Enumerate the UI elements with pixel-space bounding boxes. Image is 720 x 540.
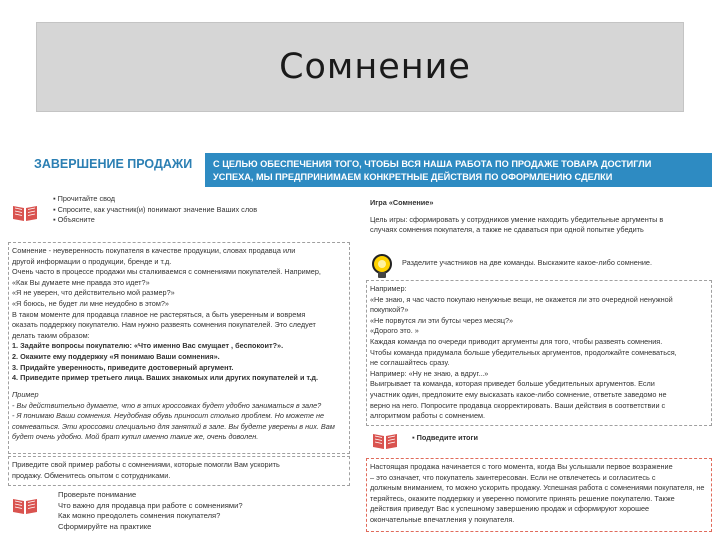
game-title: Игра «Сомнение» [370,198,434,207]
text-line: «Как Вы думаете мне правда это идет?» [12,277,150,287]
text-line: «Я боюсь, не будет ли мне неудобно в этом?» [12,298,169,308]
left-bottom-list [58,490,243,532]
text-line: Приведите свой пример работы с сомнениями, которые помогли Вам ускорить [12,460,280,469]
list-heading: Проверьте понимание [58,490,137,499]
bullet-item: ▪ Объясните [53,215,257,226]
text-line: Разделите участников на две команды. Выскажите какое-либо сомнение. [402,258,653,267]
text-line: 4. Приведите пример третьего лица. Ваших знакомых или других покупателей и т.д. [12,373,319,383]
text-line: - Вы действительно думаете, что в этих кроссовках будет удобно заниматься в зале? [12,400,322,410]
text-line: Например: «Ну не знаю, а вдруг...» [370,368,489,378]
open-book-icon [12,202,38,222]
text-line: «Дорого это. » [370,326,419,336]
text-line: Сомнение - неуверенность покупателя в качестве продукции, словах продавца или [12,246,296,255]
document-header [8,150,712,188]
text-line: – это означает, что покупатель заинтересован. Если не отвлечетесь и согласитесь с [370,472,656,482]
text-line: Каждая команда по очереди приводит аргументы для того, чтобы развеять сомнения. [370,336,663,346]
document-header-title: ЗАВЕРШЕНИЕ ПРОДАЖИ [34,157,193,171]
slide-title: Сомнение [279,47,471,87]
document-header-bar [205,153,712,187]
text-line: не соглашайтесь сразу. [370,358,450,368]
right-conclusion-text [370,462,704,526]
text-line: «Я не уверен, что действительно мой размер?» [12,288,175,298]
header-bar-line: УСПЕХА, МЫ ПРЕДПРИНИМАЕМ КОНКРЕТНЫЕ ДЕЙСТВИЯ ПО ОФОРМЛЕНИЮ СДЕЛКИ [213,172,613,182]
left-top-bullets [53,194,257,226]
text-line: другой информации о продукции, бренде и т.д. [12,256,172,266]
lightbulb-icon [370,253,396,281]
text-line: «Не знаю, я час часто покупаю ненужные вещи, не окажется ли это очередной ненужной [370,294,673,304]
text-line: Выигрывает та команда, которая приведет больше убедительных аргументов. Если [370,379,655,389]
bullet-item: ▪ Спросите, как участник(и) понимают значение Ваших слов [53,205,257,216]
text-line: делать таким образом: [12,330,90,340]
text-line: будет очень удобно. Мой брат купил именно такие же, очень доволен. [12,432,259,442]
text-line: действия приведут Вас к успешному завершению продаж и сформируют хорошее [370,504,650,514]
text-line: случаях сомнения покупателя, а также не сдаваться при одной попытке убедить [370,225,644,235]
left-task-text [12,460,280,481]
text-line: В таком моменте для продавца главное не растеряться, а быть уверенным и вовремя [12,309,306,319]
open-book-icon [372,430,398,450]
text-line: 3. Придайте уверенность, приведите достоверный аргумент. [12,362,234,372]
header-bar-line: С ЦЕЛЬЮ ОБЕСПЕЧЕНИЯ ТОГО, ЧТОБЫ ВСЯ НАША РАБОТА ПО ПРОДАЖЕ ТОВАРА ДОСТИГЛИ [213,159,652,169]
bullet-item: ▪ Прочитайте свод [53,194,257,205]
text-line: алгоритмом работы с сомнением. [370,411,486,421]
text-line: «Не порвутся ли эти бутсы через месяц?» [370,315,514,325]
text-line: 1. Задайте вопросы покупателю: «Что именно Вас смущает , беспокоит?». [12,341,284,351]
list-item: Сформируйте на практике [58,521,152,531]
summary-label: ▪ Подведите итоги [412,433,478,444]
text-line: верно на него. Попросите продавца скорректировать. Ваши действия в соответствии с [370,400,666,410]
right-task-line [402,258,652,269]
text-line: Очень часто в процессе продажи мы сталкиваемся с сомнениями покупателей. Например, [12,267,321,277]
left-main-text [12,246,321,384]
list-item: Что важно для продавца при работе с сомнениями? [58,500,243,510]
text-line: участник один, предложите ему высказать какое-либо сомнение, ответьте заведомо не [370,389,667,399]
text-line: - Я понимаю Ваши сомнения. Неудобная обувь приносит столько проблем. Но можете не [12,411,325,421]
text-line: Настоящая продажа начинается с того момента, когда Вы услышали первое возражение [370,462,673,471]
text-line: оказать поддержку покупателю. Нам нужно развеять сомнения покупателей. Это следует [12,320,316,330]
text-line: Цель игры: сформировать у сотрудников умение находить убедительные аргументы в [370,214,664,224]
text-line: теряйтесь, окажите поддержку и уверенно помогите принять решение покупателю. Также [370,493,675,503]
text-line: окончательные впечатления у покупателя. [370,514,515,524]
text-line: Пример [12,390,39,399]
list-item: Как можно преодолеть сомнения покупателя? [58,511,221,521]
text-line: Чтобы команда придумала больше убедительных аргументов, продолжайте сомневаться, [370,347,677,357]
left-example-text [12,390,335,443]
text-line: продажу. Обменитесь опытом с сотрудниками. [12,470,171,480]
slide-title-band [36,22,684,112]
open-book-icon [12,495,38,515]
right-game-text [370,198,663,236]
text-line: Например: [370,284,407,293]
text-line: должным вниманием, то можно ускорить продажу. Успешная работа с сомнениями покупателя, не [370,483,705,493]
right-summary [412,433,478,444]
text-line: покупкой?» [370,305,409,315]
document-page [8,150,712,536]
text-line: 2. Окажите ему поддержку «Я понимаю Ваши сомнения». [12,351,220,361]
text-line: сомневаться. Эти кроссовки специально для занятий в зале. Вы будете уверены в них. Вам [12,421,335,431]
right-main-text [370,284,677,422]
